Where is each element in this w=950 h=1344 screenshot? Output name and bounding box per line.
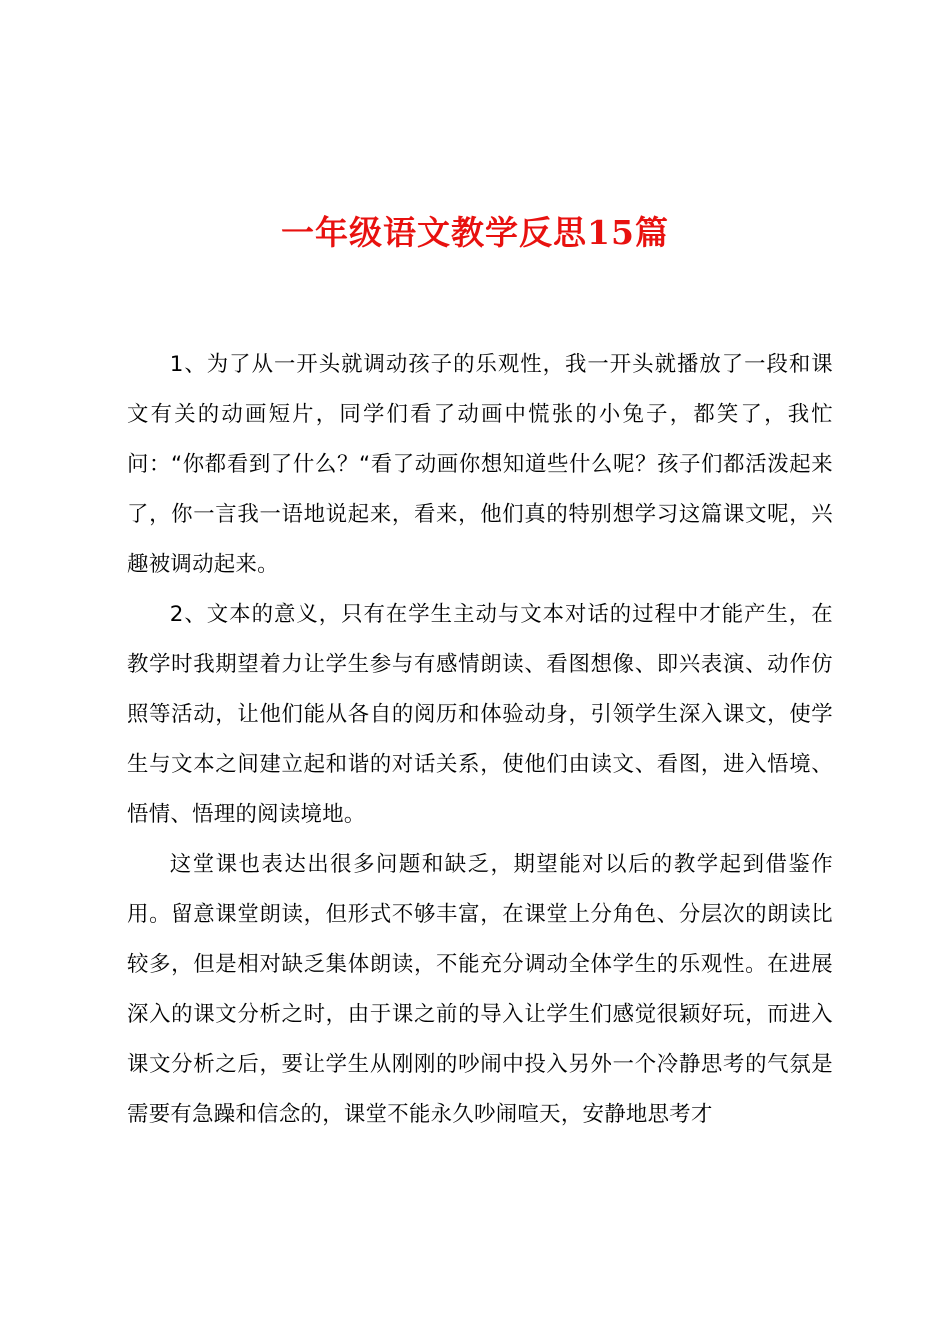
paragraph-1: 1、为了从一开头就调动孩子的乐观性，我一开头就播放了一段和课文有关的动画短片，同学们看了动画中慌张的小兔子，都笑了，我忙问：“你都看到了什么？“看了动画你想知道些什么呢？孩子们都活泼起来了，你一言我一语地说起来，看来，他们真的特别想学习这篇课文呢，兴趣被调动起来。 bbox=[127, 352, 833, 577]
document-title: 一年级语文教学反思15篇 bbox=[281, 213, 669, 252]
paragraph-2: 2、文本的意义，只有在学生主动与文本对话的过程中才能产生，在教学时我期望着力让学生参与有感情朗读、看图想像、即兴表演、动作仿照等活动，让他们能从各自的阅历和体验动身，引领学生深入课文，使学生与文本之间建立起和谐的对话关系，使他们由读文、看图，进入悟境、悟情、悟理的阅读境地。 bbox=[127, 602, 833, 827]
paragraph-3: 这堂课也表达出很多问题和缺乏，期望能对以后的教学起到借鉴作用。留意课堂朗读，但形式不够丰富，在课堂上分角色、分层次的朗读比较多，但是相对缺乏集体朗读，不能充分调动全体学生的乐观性。在进展深入的课文分析之时，由于课之前的导入让学生们感觉很颖好玩，而进入课文分析之后，要让学生从刚刚的吵闹中投入另外一个冷静思考的气氛是需要有急躁和信念的，课堂不能永久吵闹喧天，安静地思考才 bbox=[127, 852, 833, 1127]
document-body bbox=[127, 340, 833, 1140]
